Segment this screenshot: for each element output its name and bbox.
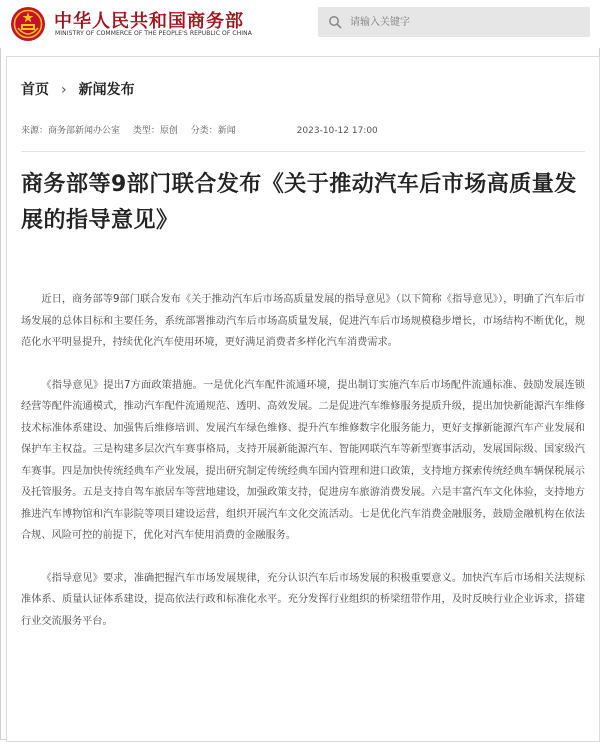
breadcrumb-home[interactable]: 首页	[21, 82, 49, 98]
search-box[interactable]	[318, 7, 590, 37]
article-panel	[6, 56, 600, 742]
divider	[21, 151, 585, 152]
meta-source: 来源：商务部新闻办公室	[21, 126, 121, 136]
national-emblem-icon[interactable]	[10, 6, 46, 42]
breadcrumb-current[interactable]: 新闻发布	[78, 82, 135, 98]
article-meta	[21, 123, 388, 136]
article-paragraph: 《指导意见》提出7方面政策措施。一是优化汽车配件流通环境，提出制订实施汽车后市场配件流通标准、鼓励发展连锁经营等配件流通模式，推动汽车配件流通规范、透明、高效发展。二是促进汽车维修服务提质升级，提出加快新能源汽车维修技术标准体系建设、加强售后维修培训、发展汽车绿色维修、提升汽车维修数字化服务能力，更好支撑新能源汽车产业发展和保护车主权益。三是构建多层次汽车赛事格局，支持开展新能源汽车、智能网联汽车等新型赛事活动，发展国际级、国家级汽车赛事。四是加快传统经典车产业发展，提出研究制定传统经典车国内管理和进口政策，支持地方探索传统经典车辆保税展示及托管服务。五是支持自驾车旅居车等营地建设，加强政策支持，促进房车旅游消费发展。六是丰富汽车文化体验，支持地方推进汽车博物馆和汽车影院等项目建设运营，组织开展汽车文化交流活动。七是优化汽车消费金融服务，鼓励金融机构在依法合规、风险可控的前提下，优化对汽车使用消费的金融服务。	[21, 379, 585, 541]
search-icon[interactable]	[328, 15, 342, 29]
article-body	[21, 289, 585, 653]
site-header	[0, 0, 600, 48]
search-input[interactable]	[350, 12, 580, 32]
article-paragraph: 《指导意见》要求，准确把握汽车市场发展规律，充分认识汽车后市场发展的积极重要意义。加快汽车后市场相关法规标准体系、质量认证体系建设，提高依法行政和标准化水平。充分发挥行业组织的桥梁纽带作用，及时反映行业企业诉求，搭建行业交流服务平台。	[21, 572, 585, 627]
chevron-right-icon: ›	[61, 82, 67, 98]
article-title: 商务部等9部门联合发布《关于推动汽车后市场高质量发展的指导意见》	[21, 172, 577, 233]
site-title[interactable]: 中华人民共和国商务部	[54, 11, 244, 32]
meta-category: 分类：新闻	[190, 126, 236, 136]
site-subtitle: MINISTRY OF COMMERCE OF THE PEOPLE'S REPUBLIC OF CHINA	[55, 30, 252, 37]
meta-date: 2023-10-12 17:00	[296, 126, 378, 136]
breadcrumb	[21, 79, 135, 99]
meta-type: 类型：原创	[132, 126, 178, 136]
article-paragraph: 近日，商务部等9部门联合发布《关于推动汽车后市场高质量发展的指导意见》（以下简称《指导意见》），明确了汽车后市场发展的总体目标和主要任务，系统部署推动汽车后市场高质量发展，促进汽车后市场规模稳步增长，市场结构不断优化，规范化水平明显提升，持续优化汽车使用环境，更好满足消费者多样化汽车消费需求。	[21, 294, 585, 348]
